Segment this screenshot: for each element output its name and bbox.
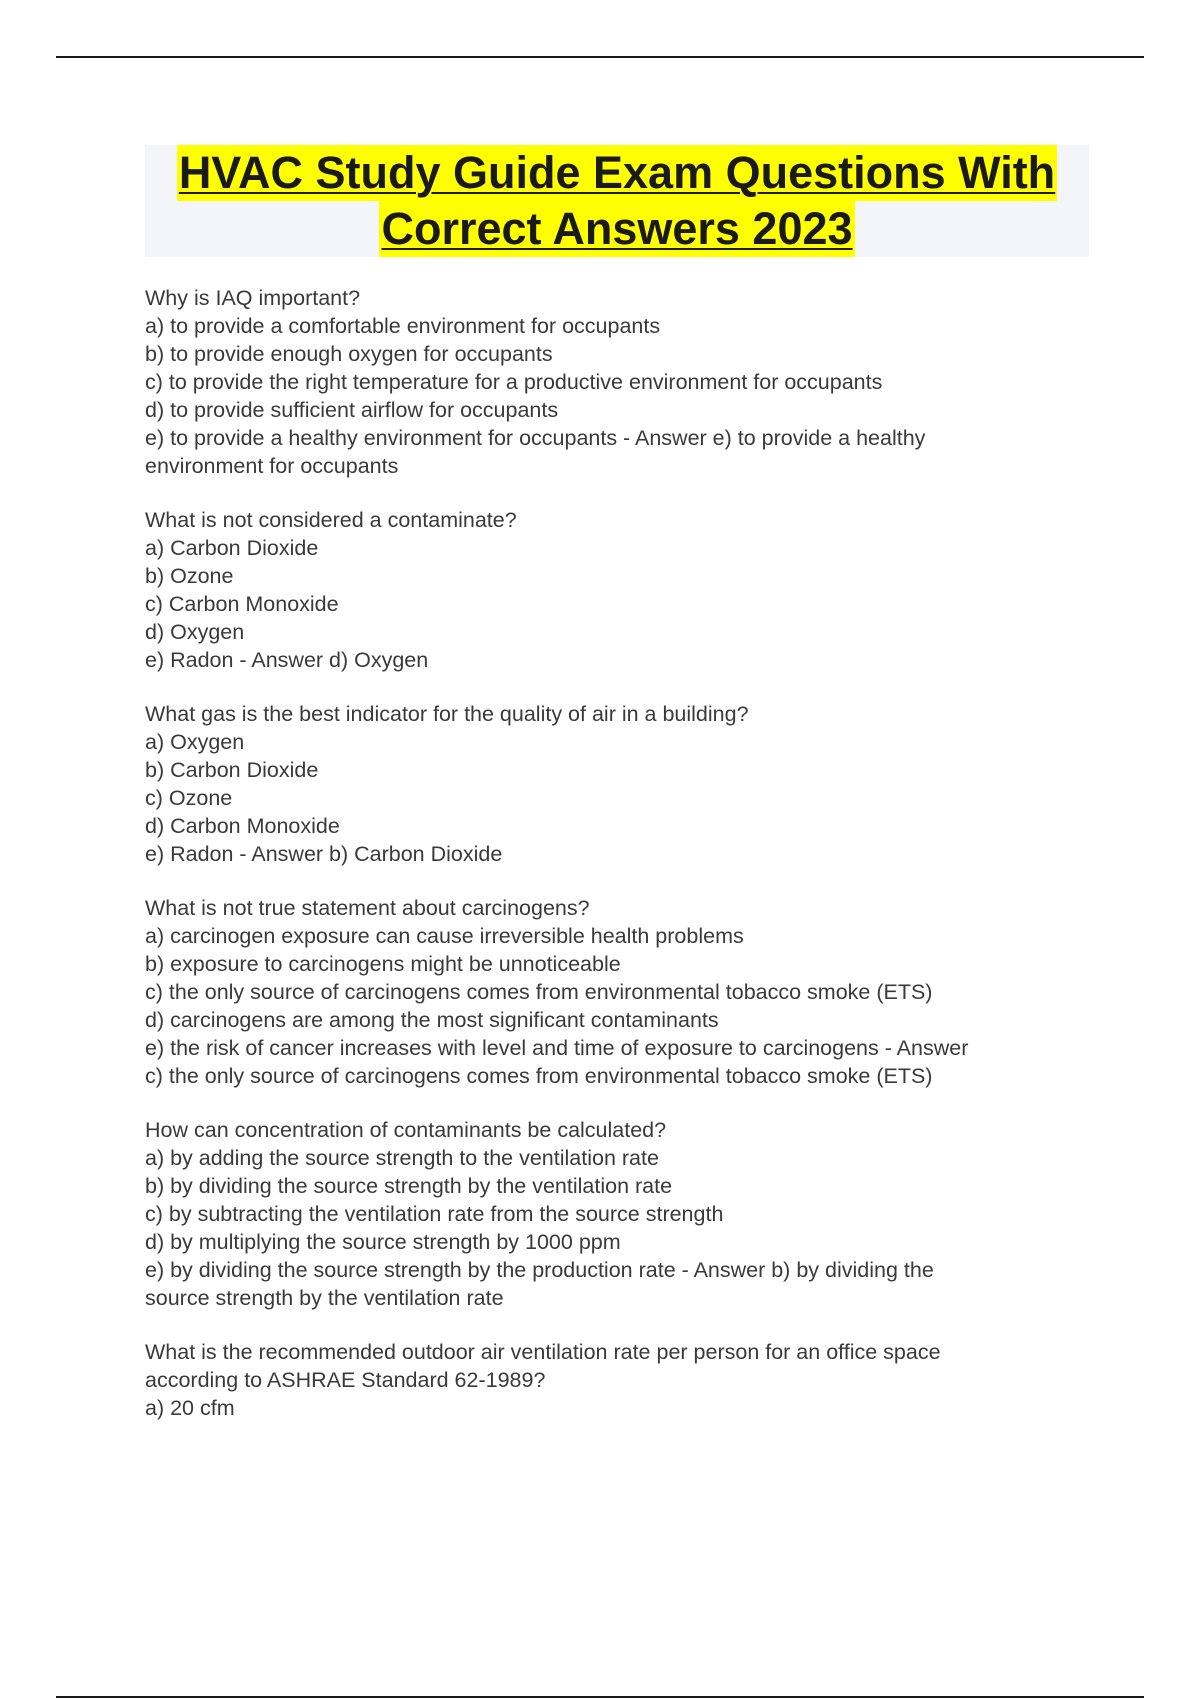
- document-title: [145, 145, 1089, 257]
- answer-option-e: e) Radon - Answer b) Carbon Dioxide: [145, 842, 503, 866]
- answer-option-c: c) by subtracting the ventilation rate from the source strength: [145, 1202, 724, 1226]
- question-text: What is not true statement about carcinogens?: [145, 896, 590, 920]
- answer-option-c: c) Ozone: [145, 786, 233, 810]
- question-block-1: [145, 284, 1089, 480]
- answer-option-d: d) carcinogens are among the most significant contaminants: [145, 1008, 719, 1032]
- answer-option-b: b) Ozone: [145, 564, 234, 588]
- answer-option-b: b) Carbon Dioxide: [145, 758, 319, 782]
- answer-option-e: e) the risk of cancer increases with level and time of exposure to carcinogens - Answer: [145, 1036, 969, 1060]
- question-block-6: [145, 1338, 1089, 1422]
- question-text: What is not considered a contaminate?: [145, 508, 517, 532]
- question-text: Why is IAQ important?: [145, 286, 361, 310]
- answer-option-c: c) to provide the right temperature for a productive environment for occupants: [145, 370, 883, 394]
- answer-option-e: e) by dividing the source strength by the production rate - Answer b) by dividing the: [145, 1258, 934, 1282]
- question-block-4: [145, 894, 1089, 1090]
- top-rule: [56, 56, 1144, 58]
- answer-option-e-cont: c) the only source of carcinogens comes from environmental tobacco smoke (ETS): [145, 1064, 933, 1088]
- answer-option-a: a) by adding the source strength to the ventilation rate: [145, 1146, 659, 1170]
- title-line-1: HVAC Study Guide Exam Questions With: [177, 145, 1057, 201]
- question-text-cont: according to ASHRAE Standard 62-1989?: [145, 1368, 546, 1392]
- answer-option-d: d) by multiplying the source strength by 1000 ppm: [145, 1230, 621, 1254]
- question-block-3: [145, 700, 1089, 868]
- answer-option-e: e) Radon - Answer d) Oxygen: [145, 648, 429, 672]
- question-text: How can concentration of contaminants be calculated?: [145, 1118, 667, 1142]
- answer-option-d: d) Oxygen: [145, 620, 245, 644]
- bottom-rule: [56, 1696, 1144, 1698]
- answer-option-a: a) Carbon Dioxide: [145, 536, 319, 560]
- answer-option-e-cont: source strength by the ventilation rate: [145, 1286, 504, 1310]
- question-block-5: [145, 1116, 1089, 1312]
- answer-option-e: e) to provide a healthy environment for occupants - Answer e) to provide a healthy: [145, 426, 926, 450]
- answer-option-b: b) to provide enough oxygen for occupants: [145, 342, 553, 366]
- answer-option-c: c) the only source of carcinogens comes from environmental tobacco smoke (ETS): [145, 980, 933, 1004]
- answer-option-d: d) to provide sufficient airflow for occupants: [145, 398, 559, 422]
- answer-option-d: d) Carbon Monoxide: [145, 814, 340, 838]
- question-text: What is the recommended outdoor air ventilation rate per person for an office space: [145, 1340, 941, 1364]
- answer-option-e-cont: environment for occupants: [145, 454, 399, 478]
- question-block-2: [145, 506, 1089, 674]
- question-list: [145, 284, 1089, 1448]
- answer-option-a: a) carcinogen exposure can cause irreversible health problems: [145, 924, 744, 948]
- answer-option-a: a) Oxygen: [145, 730, 245, 754]
- answer-option-c: c) Carbon Monoxide: [145, 592, 339, 616]
- question-text: What gas is the best indicator for the quality of air in a building?: [145, 702, 749, 726]
- answer-option-a: a) to provide a comfortable environment for occupants: [145, 314, 661, 338]
- answer-option-b: b) exposure to carcinogens might be unnoticeable: [145, 952, 621, 976]
- answer-option-b: b) by dividing the source strength by the ventilation rate: [145, 1174, 673, 1198]
- title-line-2: Correct Answers 2023: [379, 201, 854, 257]
- answer-option-a: a) 20 cfm: [145, 1396, 235, 1420]
